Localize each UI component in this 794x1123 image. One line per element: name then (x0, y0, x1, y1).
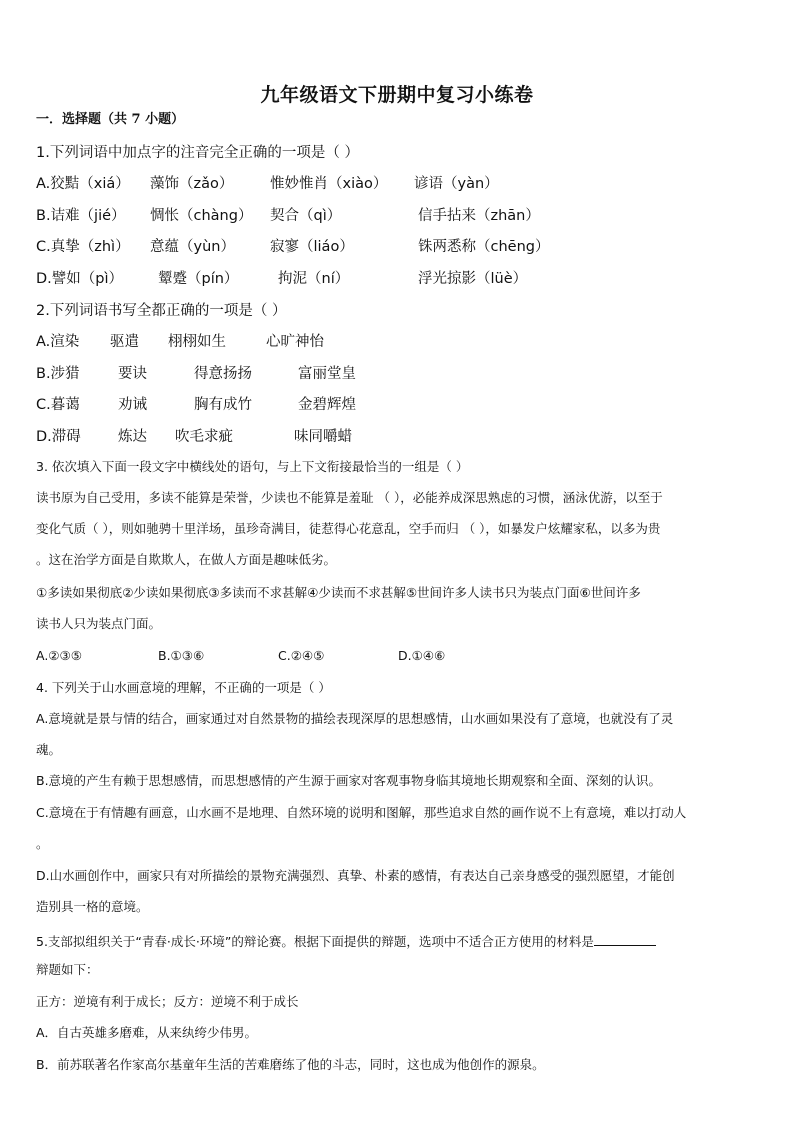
q1-option-d-word4: 浮光掠影（lüè） (418, 271, 528, 287)
q5-option-b: B．前苏联著名作家高尔基童年生活的苦难磨练了他的斗志，同时，这也成为他创作的源泉。 (36, 1057, 545, 1072)
q1-option-a-word2: 藻饰（zǎo） (150, 176, 234, 192)
q2-option-a-word2: 驱遣 (110, 334, 139, 350)
q2-option-b-word1: B.涉猎 (36, 366, 80, 382)
answer-blank (594, 933, 656, 946)
q2-option-a-word3: 栩栩如生 (168, 334, 226, 350)
q2-option-d-word3: 吹毛求疵 (175, 429, 233, 445)
q4-option-c-line2: 。 (36, 836, 49, 851)
question-3-sentences-line2: 读书人只为装点门面。 (36, 616, 162, 631)
q1-option-c-word2: 意蕴（yùn） (150, 239, 235, 255)
q2-option-d-word2: 炼达 (118, 429, 147, 445)
q4-option-a-line1: A.意境就是景与情的结合，画家通过对自然景物的描绘表现深厚的思想感情，山水画如果没有了意境，也就没有了灵 (36, 711, 674, 726)
question-3-stem: 3. 依次填入下面一段文字中横线处的语句，与上下文衔接最恰当的一组是（ ） (36, 459, 469, 474)
q5-option-a: A．自古英雄多磨难，从来纨绔少伟男。 (36, 1025, 258, 1040)
q3-choice-d: D.①④⑥ (398, 648, 446, 663)
q2-option-c-word1: C.暮蔼 (36, 397, 80, 413)
q2-option-b-word4: 富丽堂皇 (298, 366, 356, 382)
q2-option-c-word4: 金碧辉煌 (298, 397, 356, 413)
q1-option-b-word2: 惆怅（chàng） (150, 208, 253, 224)
question-5-topic: 正方：逆境有利于成长；反方：逆境不利于成长 (36, 994, 299, 1009)
q1-option-b-word4: 信手拈来（zhān） (418, 208, 540, 224)
page-title: 九年级语文下册期中复习小练卷 (260, 84, 534, 106)
q1-option-a-word4: 谚语（yàn） (414, 176, 499, 192)
question-5-stem (36, 933, 656, 949)
q4-option-d-line2: 造别具一格的意境。 (36, 899, 149, 914)
q1-option-a-word3: 惟妙惟肖（xiào） (270, 176, 388, 192)
q1-option-d-word2: 颦蹙（pín） (158, 271, 239, 287)
q2-option-b-word3: 得意扬扬 (194, 366, 252, 382)
q4-option-d-line1: D.山水画创作中，画家只有对所描绘的景物充满强烈、真挚、朴素的感情，有表达自己亲身感受的强烈愿望，才能创 (36, 868, 675, 883)
q3-choice-a: A.②③⑤ (36, 648, 82, 663)
section-heading: 一．选择题（共 7 小题） (36, 112, 185, 127)
q2-option-d-word1: D.滞碍 (36, 429, 81, 445)
q3-choice-c: C.②④⑤ (278, 648, 325, 663)
question-3-sentences-line1: ①多读如果彻底②少读如果彻底③多读而不求甚解④少读而不求甚解⑤世间许多人读书只为装点门面⑥世间许多 (36, 585, 641, 600)
q2-option-d-word4: 味同嚼蜡 (294, 429, 352, 445)
q1-option-c-word4: 铢两悉称（chēng） (418, 239, 550, 255)
question-3-passage-line3: 。这在治学方面是自欺欺人，在做人方面是趣味低劣。 (36, 552, 337, 567)
question-1-stem: 1.下列词语中加点字的注音完全正确的一项是（ ） (36, 145, 359, 161)
q4-option-a-line2: 魂。 (36, 742, 62, 757)
q4-option-b: B.意境的产生有赖于思想感情，而思想感情的产生源于画家对客观事物身临其境地长期观察和全面、深刻的认识。 (36, 773, 662, 788)
q2-option-b-word2: 要诀 (118, 366, 147, 382)
q2-option-c-word3: 胸有成竹 (194, 397, 252, 413)
question-5-stem-text: 5.支部拟组织关于“青春·成长·环境”的辩论赛。根据下面提供的辩题，选项中不适合正方使用的材料是 (36, 934, 594, 949)
q1-option-d-word3: 拘泥（ní） (278, 271, 350, 287)
q1-option-b-word3: 契合（qì） (270, 208, 342, 224)
q1-option-d-word1: D.譬如（pì） (36, 271, 124, 287)
q2-option-a-word1: A.渲染 (36, 334, 80, 350)
question-3-passage-line1: 读书原为自己受用，多读不能算是荣誉，少读也不能算是羞耻 （ ），必能养成深思熟虑的习惯，涵泳优游，以至于 (36, 490, 663, 505)
question-4-stem: 4. 下列关于山水画意境的理解，不正确的一项是（ ） (36, 680, 331, 695)
question-5-topic-intro: 辩题如下： (36, 962, 99, 977)
q3-choice-b: B.①③⑥ (158, 648, 205, 663)
q1-option-c-word1: C.真挚（zhì） (36, 239, 130, 255)
question-2-stem: 2.下列词语书写全都正确的一项是（ ） (36, 303, 287, 319)
q2-option-c-word2: 劝诫 (118, 397, 147, 413)
q4-option-c-line1: C.意境在于有情趣有画意，山水画不是地理、自然环境的说明和图解，那些追求自然的画作说不上有意境，难以打动人 (36, 805, 687, 820)
q1-option-a-word1: A.狡黠（xiá） (36, 176, 130, 192)
q2-option-a-word4: 心旷神怡 (266, 334, 324, 350)
question-3-passage-line2: 变化气质（ ），则如驰骋十里洋场，虽珍奇满目，徒惹得心花意乱，空手而归 （ ），如暴发户炫耀家私，以多为贵 (36, 521, 661, 536)
q1-option-c-word3: 寂寥（liáo） (270, 239, 354, 255)
q1-option-b-word1: B.诘难（jié） (36, 208, 126, 224)
